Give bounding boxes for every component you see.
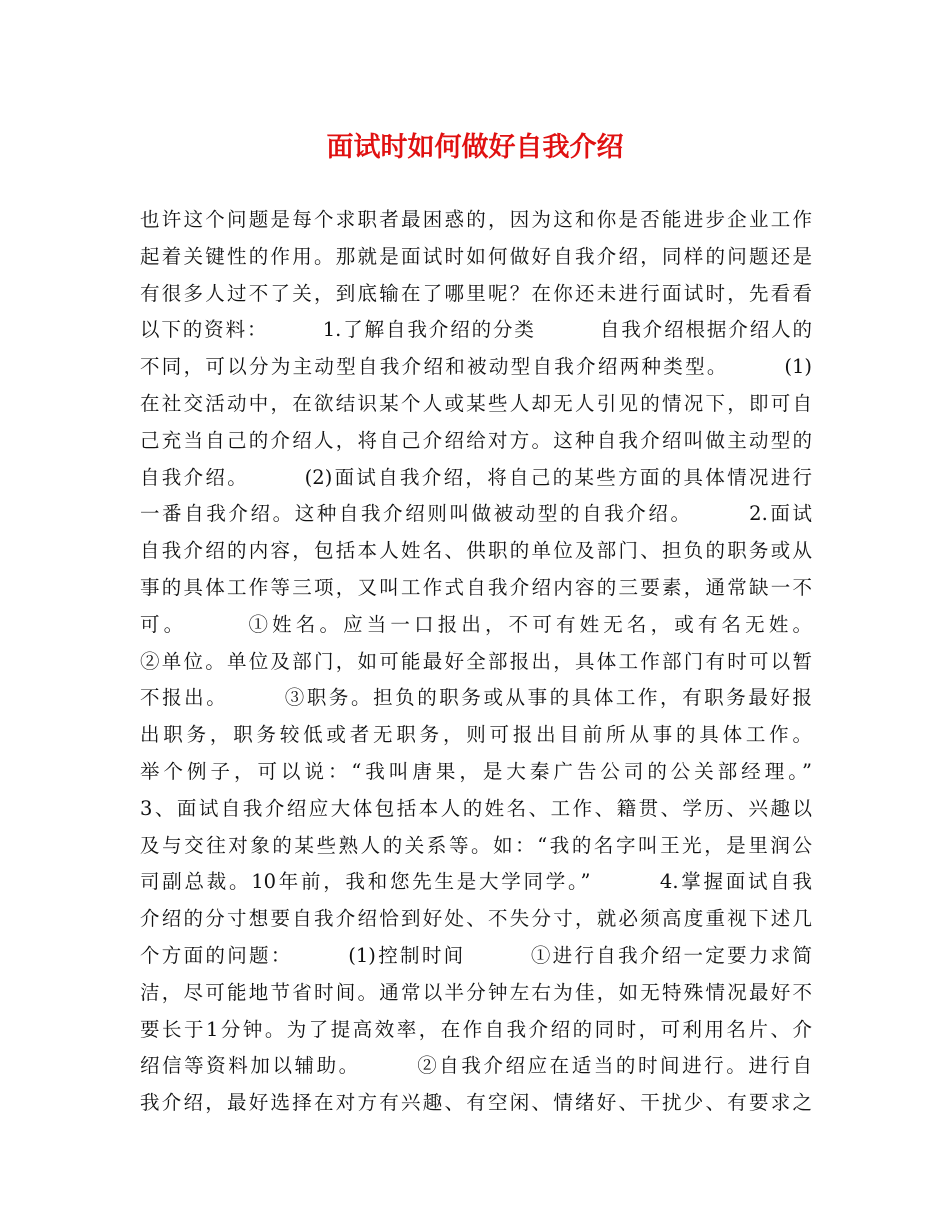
body-line: 在社交活动中，在欲结识某个人或某些人却无人引见的情况下，即可自: [140, 391, 812, 415]
body-line: 有很多人过不了关，到底输在了哪里呢？在你还未进行面试时，先看看: [140, 281, 812, 305]
body-line: 己充当自己的介绍人，将自己介绍给对方。这种自我介绍叫做主动型的: [140, 428, 812, 452]
body-line: 3、面试自我介绍应大体包括本人的姓名、工作、籍贯、学历、兴趣以: [140, 796, 812, 820]
body-line: ②单位。单位及部门，如可能最好全部报出，具体工作部门有时可以暂: [140, 649, 812, 673]
body-line: 我介绍，最好选择在对方有兴趣、有空闲、情绪好、干扰少、有要求之: [140, 1091, 812, 1115]
body-line: 要长于1分钟。为了提高效率，在作自我介绍的同时，可利用名片、介: [140, 1017, 812, 1041]
body-line: 自我介绍。 (2)面试自我介绍，将自己的某些方面的具体情况进行: [140, 465, 812, 489]
body-line: 介绍的分寸想要自我介绍恰到好处、不失分寸，就必须高度重视下述几: [140, 907, 812, 931]
body-line: 可。 ①姓名。应当一口报出，不可有姓无名，或有名无姓。: [140, 612, 812, 636]
body-line: 司副总裁。10年前，我和您先生是大学同学。” 4.掌握面试自我: [140, 870, 812, 894]
body-line: 绍信等资料加以辅助。 ②自我介绍应在适当的时间进行。进行自: [140, 1054, 812, 1078]
body-line: 事的具体工作等三项，又叫工作式自我介绍内容的三要素，通常缺一不: [140, 575, 812, 599]
body-line: 不同，可以分为主动型自我介绍和被动型自我介绍两种类型。 (1): [140, 355, 812, 379]
body-line: 以下的资料： 1.了解自我介绍的分类 自我介绍根据介绍人的: [140, 318, 812, 342]
body-line: 起着关键性的作用。那就是面试时如何做好自我介绍，同样的问题还是: [140, 244, 812, 268]
body-line: 举个例子，可以说：“我叫唐果，是大秦广告公司的公关部经理。”: [140, 759, 812, 783]
document-body: [140, 202, 812, 1122]
body-line: 个方面的问题： (1)控制时间 ①进行自我介绍一定要力求简: [140, 943, 812, 967]
body-line: 也许这个问题是每个求职者最困惑的，因为这和你是否能进步企业工作: [140, 208, 812, 231]
body-line: 自我介绍的内容，包括本人姓名、供职的单位及部门、担负的职务或从: [140, 539, 812, 563]
body-line: 洁，尽可能地节省时间。通常以半分钟左右为佳，如无特殊情况最好不: [140, 980, 812, 1004]
body-line: 及与交往对象的某些熟人的关系等。如：“我的名字叫王光，是里润公: [140, 833, 812, 857]
body-line: 一番自我介绍。这种自我介绍则叫做被动型的自我介绍。 2.面试: [140, 502, 812, 526]
body-line: 出职务，职务较低或者无职务，则可报出目前所从事的具体工作。: [140, 723, 812, 747]
body-line: 不报出。 ③职务。担负的职务或从事的具体工作，有职务最好报: [140, 686, 812, 710]
document-title: 面试时如何做好自我介绍: [326, 132, 624, 163]
